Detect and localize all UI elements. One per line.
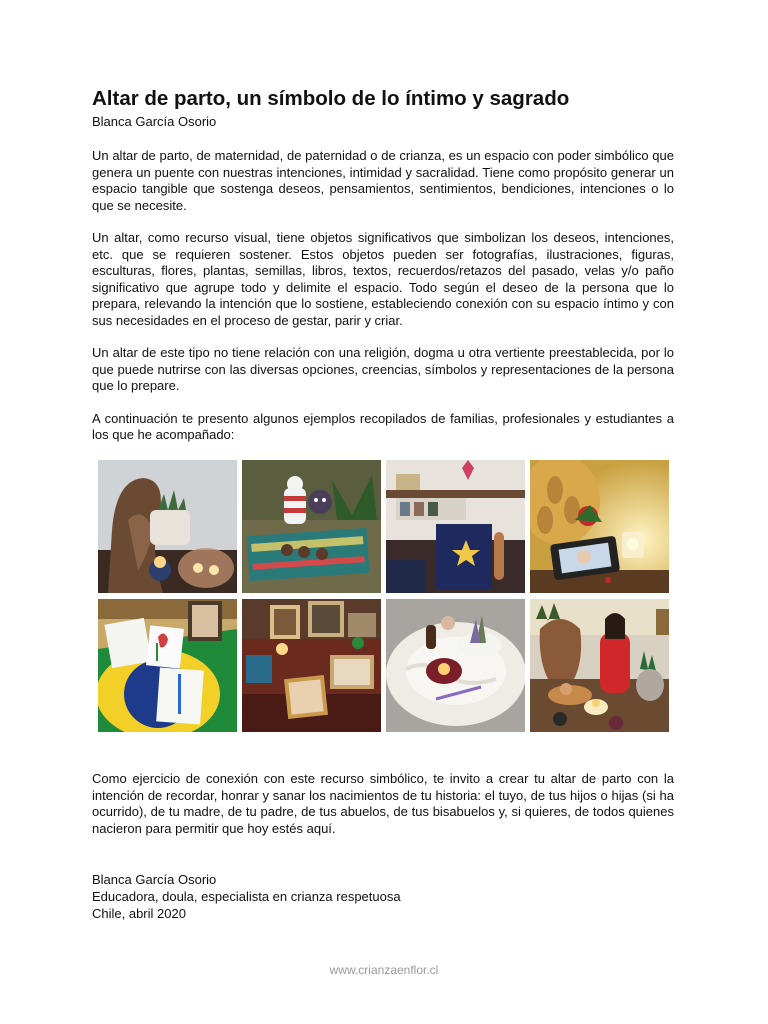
page-title: Altar de parto, un símbolo de lo íntimo y sagrado <box>92 87 570 110</box>
footer-url: www.crianzaenflor.cl <box>329 963 439 977</box>
altar-photo-6 <box>242 599 381 732</box>
paragraph-2: Un altar, como recurso visual, tiene objetos significativos que simbolizan los deseos, intenciones, etc. que se requieren sostener. Estos objetos pueden ser fotografías, ilustraciones, figuras, esculturas, flores, plantas, semillas, libros, textos, recuerdos/retazos del pasado, velas y/o paño significativo que agrupe todo y delimite el espacio. Todo según el deseo de la persona que lo prepara, relevando la intención que lo sostiene, estableciendo conexión con su espacio íntimo y con sus necesidades en el proceso de gestar, parir y criar. <box>92 230 674 328</box>
article-header <box>92 86 674 444</box>
altar-photo-4 <box>530 460 669 593</box>
signature-block <box>92 871 401 922</box>
altar-photo-5 <box>98 599 237 732</box>
altar-photo-2 <box>242 460 381 593</box>
paragraph-4: A continuación te presento algunos ejemplos recopilados de familias, profesionales y estudiantes a los que he acompañado: <box>92 410 674 442</box>
altar-photo-7 <box>386 599 525 732</box>
altar-photo-1 <box>98 460 237 593</box>
paragraph-3: Un altar de este tipo no tiene relación con una religión, dogma u otra vertiente preestablecida, por lo que puede nutrirse con las diversas opciones, creencias, símbolos y representaciones de la persona que lo prepare. <box>92 345 674 393</box>
author-line: Blanca García Osorio <box>92 114 217 129</box>
altar-photo-8 <box>530 599 669 732</box>
paragraph-1: Un altar de parto, de maternidad, de paternidad o de crianza, es un espacio con poder simbólico que genera un puente con nuestras intenciones, intimidad y sacralidad. Tiene como propósito generar un espacio tangible que sostenga deseos, pensamientos, sentimientos, bendiciones, intenciones o lo que se necesite. <box>92 148 674 213</box>
altar-photo-3 <box>386 460 525 593</box>
signature-name: Blanca García Osorio <box>92 872 217 887</box>
closing-paragraph: Como ejercicio de conexión con este recurso simbólico, te invito a crear tu altar de parto con la intención de recordar, honrar y sanar los nacimientos de tu historia: el tuyo, de tus hijos o hijas (si ha ocurrido), de tu madre, de tu padre, de tus abuelos, de tus bisabuelos y, si quieres, de todos quienes nacieron para permitir que hoy estés aquí. <box>92 771 674 836</box>
altar-photo-grid <box>98 460 668 732</box>
signature-place-date: Chile, abril 2020 <box>92 906 186 921</box>
signature-role: Educadora, doula, especialista en crianza respetuosa <box>92 889 401 904</box>
closing-section <box>92 771 674 837</box>
